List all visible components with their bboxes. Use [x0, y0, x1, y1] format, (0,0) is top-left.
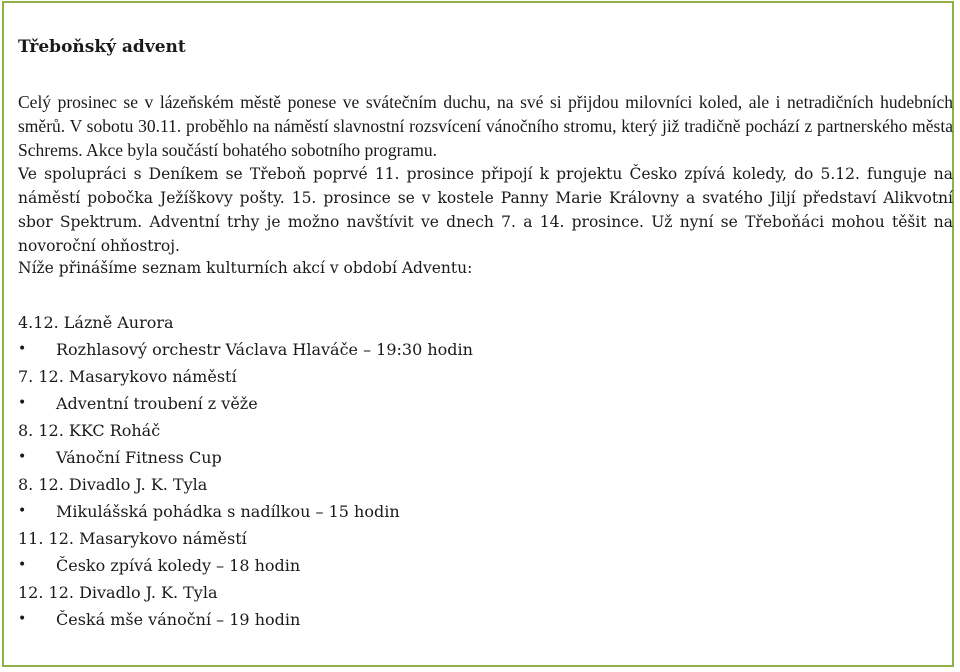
event-date-place: 7. 12. Masarykovo náměstí	[18, 367, 237, 386]
event-date-place: 11. 12. Masarykovo náměstí	[18, 529, 247, 548]
event-item	[18, 336, 953, 363]
bullet-icon: •	[18, 557, 27, 573]
event-item-text: Rozhlasový orchestr Václava Hlaváče – 19:30 hodin	[56, 340, 473, 359]
event-item	[18, 444, 953, 471]
bullet-icon: •	[18, 611, 27, 627]
event-date-place: 12. 12. Divadlo J. K. Tyla	[18, 583, 218, 602]
event-item	[18, 390, 953, 417]
event-date-place: 8. 12. KKC Roháč	[18, 421, 161, 440]
event-item-text: Adventní troubení z věže	[56, 394, 258, 413]
event-item	[18, 552, 953, 579]
bullet-icon: •	[18, 341, 27, 357]
bullet-icon: •	[18, 449, 27, 465]
event-item-text: Vánoční Fitness Cup	[56, 448, 222, 467]
bullet-icon: •	[18, 395, 27, 411]
page-title: Třeboňský advent	[18, 37, 186, 57]
paragraph-cooperation: Ve spolupráci s Deníkem se Třeboň poprvé 11. prosince připojí k projektu Česko zpívá koledy, do 5.12. funguje na náměstí pobočka Ježíškovy pošty. 15. prosince se v kostele Panny Marie Královny a svatého Jiljí představí Alikvotní sbor Spektrum. Adventní trhy je možno navštívit ve dnech 7. a 14. prosince. Už nyní se Třeboňáci mohou těšit na novoroční ohňostroj.	[18, 165, 953, 255]
events-list	[18, 309, 953, 633]
event-date-place: 4.12. Lázně Aurora	[18, 313, 174, 332]
event-item	[18, 498, 953, 525]
event-date-place: 8. 12. Divadlo J. K. Tyla	[18, 475, 208, 494]
event-item	[18, 606, 953, 633]
paragraph-list-intro: Níže přinášíme seznam kulturních akcí v období Adventu:	[18, 259, 473, 277]
paragraph-intro: Celý prosinec se v lázeňském městě ponese ve svátečním duchu, na své si přijdou milovníci koled, ale i netradičních hudebních směrů. V sobotu 30.11. proběhlo na náměstí slavnostní rozsvícení vánočního stromu, který již tradičně pochází z partnerského města Schrems. Akce byla součástí bohatého sobotního programu.	[18, 92, 953, 160]
event-item-text: Česko zpívá koledy – 18 hodin	[56, 556, 301, 575]
bullet-icon: •	[18, 503, 27, 519]
event-item-text: Mikulášská pohádka s nadílkou – 15 hodin	[56, 502, 400, 521]
event-item-text: Česká mše vánoční – 19 hodin	[56, 610, 301, 629]
